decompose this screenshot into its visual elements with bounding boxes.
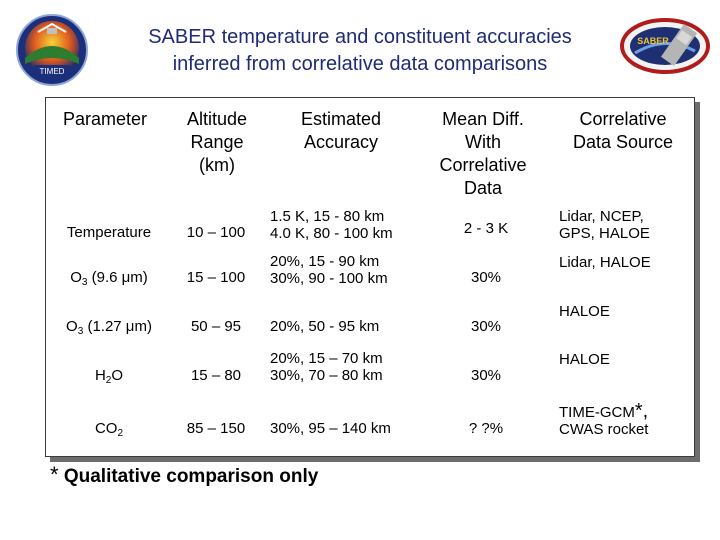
row4-accuracy: 20%, 15 – 70 km 30%, 70 – 80 km: [270, 350, 383, 384]
row3-mean-diff: 30%: [470, 318, 502, 335]
row2-source: Lidar, HALOE: [559, 254, 651, 271]
title-line-1: SABER temperature and constituent accuracies: [148, 26, 572, 48]
row1-parameter: Temperature: [66, 224, 152, 241]
header-estimated-accuracy: Estimated Accuracy: [300, 109, 382, 152]
saber-logo: [619, 17, 711, 75]
timed-logo: [14, 12, 90, 88]
row2-accuracy: 20%, 15 - 90 km 30%, 90 - 100 km: [270, 253, 388, 287]
row3-accuracy: 20%, 50 - 95 km: [270, 318, 380, 335]
accuracy-table: [45, 97, 695, 457]
row5-altitude: 85 – 150: [186, 420, 246, 437]
row5-accuracy: 30%, 95 – 140 km: [270, 420, 391, 437]
header-altitude-range: Altitude Range (km): [186, 109, 248, 175]
row3-altitude: 50 – 95: [190, 318, 242, 335]
header-mean-diff: Mean Diff. With Correlative Data: [439, 109, 527, 198]
row4-altitude: 15 – 80: [190, 367, 242, 384]
row1-source: Lidar, NCEP, GPS, HALOE: [559, 208, 650, 242]
row1-altitude: 10 – 100: [186, 224, 246, 241]
row4-parameter: $H_2O$: [94, 367, 124, 386]
row2-parameter: $O_3$ (9.6 μm): [70, 269, 148, 288]
title-line-2: inferred from correlative data comparisons: [172, 53, 548, 75]
row5-mean-diff: ? ?%: [468, 420, 504, 437]
header-parameter: Parameter: [62, 109, 148, 129]
row5-parameter: $CO_2$: [94, 420, 124, 439]
row4-mean-diff: 30%: [470, 367, 502, 384]
row1-accuracy: 1.5 K, 15 - 80 km 4.0 K, 80 - 100 km: [270, 208, 393, 242]
row3-parameter: $O_3$ (1.27 μm): [66, 318, 152, 337]
header-data-source: Correlative Data Source: [572, 109, 674, 152]
svg-text:TIMED: TIMED: [39, 67, 65, 76]
row2-mean-diff: 30%: [470, 269, 502, 286]
row4-source: HALOE: [559, 351, 610, 368]
row1-mean-diff: 2 - 3 K: [463, 220, 509, 237]
svg-text:SABER: SABER: [637, 36, 669, 46]
row5-source: TIME-GCM*, CWAS rocket: [559, 400, 649, 438]
footnote: * Qualitative comparison only: [50, 462, 319, 487]
slide-title: [95, 24, 625, 78]
row3-source: HALOE: [559, 303, 610, 320]
row2-altitude: 15 – 100: [186, 269, 246, 286]
